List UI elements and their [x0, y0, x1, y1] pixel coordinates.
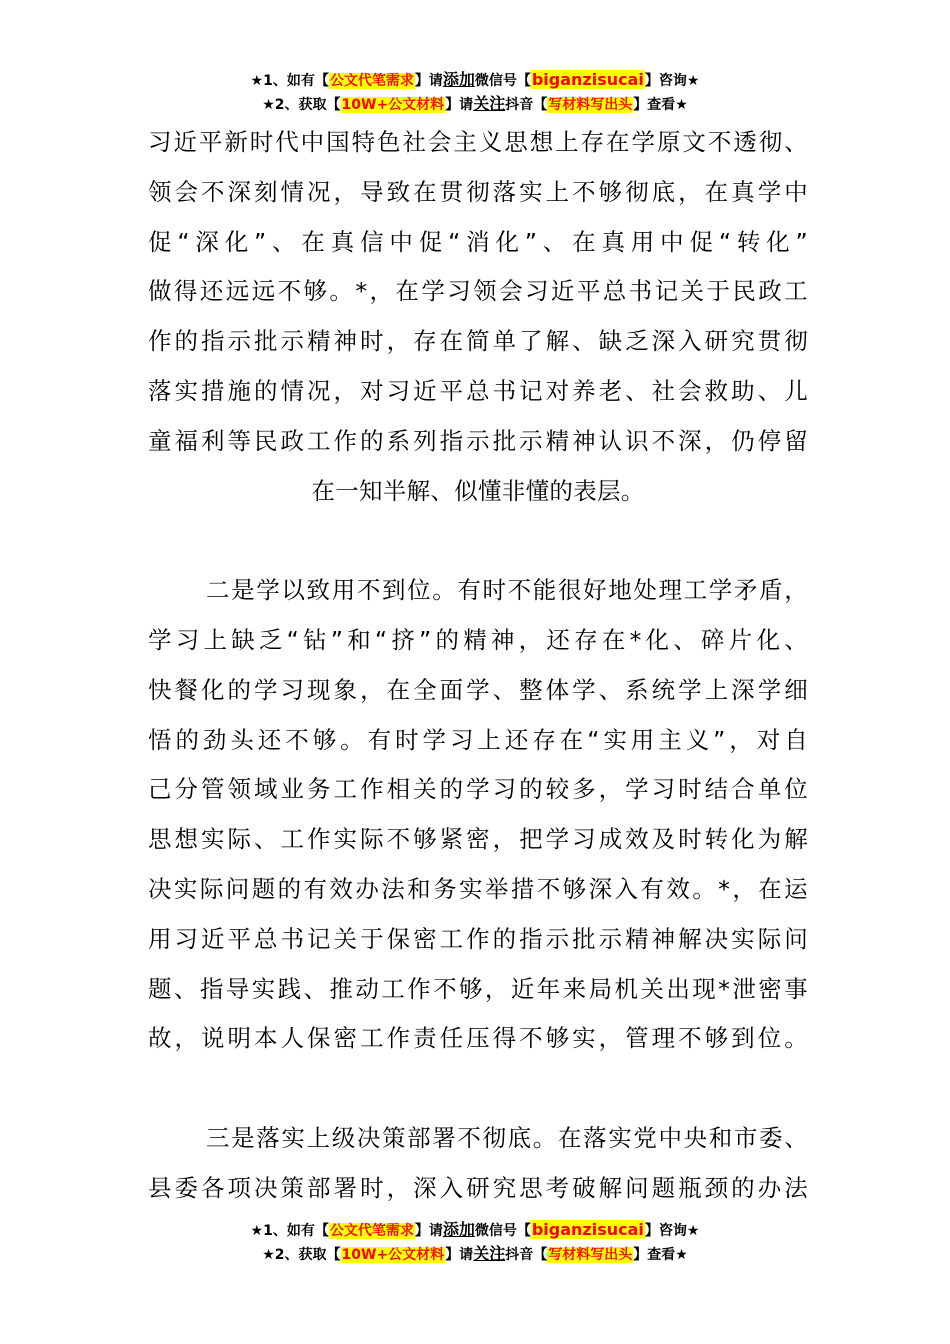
text-line: 二是学以致用不到位。有时不能很好地处理工学矛盾，	[206, 576, 808, 605]
text-line: 学习上缺乏“钻”和“挤”的精神，还存在*化、碎片化、	[148, 625, 808, 654]
banner-text: 微信号【	[474, 1223, 531, 1239]
banner-text: 微信号【	[474, 73, 531, 89]
banner-text: ★2、获取【	[262, 1247, 341, 1263]
banner-line-1	[0, 1218, 950, 1242]
banner-underlined-text: 关注	[473, 1244, 506, 1263]
banner-text: ★1、如有【	[250, 1223, 329, 1239]
banner-underlined-text: 关注	[473, 94, 506, 113]
text-line: 县委各项决策部署时，深入研究思考破解问题瓶颈的办法	[148, 1173, 808, 1202]
paragraph-3	[148, 1114, 808, 1214]
highlight-douyin: 写材料写出头	[548, 1247, 633, 1263]
banner-text: 】请	[445, 97, 474, 113]
text-line: 领会不深刻情况，导致在贯彻落实上不够彻底，在真学中	[148, 177, 808, 206]
text-line: 用习近平总书记关于保密工作的指示批示精神解决实际问	[148, 924, 808, 953]
paragraph-1	[148, 118, 808, 516]
text-line: 快餐化的学习现象，在全面学、整体学、系统学上深学细	[148, 675, 808, 704]
banner-text: 】请	[414, 1223, 443, 1239]
highlight-materials: 10W+公文材料	[341, 97, 445, 113]
highlight-wechat-id: biganzisucai	[531, 1220, 644, 1239]
banner-underlined-text: 添加	[442, 70, 475, 89]
top-banner	[0, 68, 950, 116]
text-line: 促“深化”、在真信中促“消化”、在真用中促“转化”	[148, 227, 808, 256]
text-line: 己分管领域业务工作相关的学习的较多，学习时结合单位	[148, 775, 808, 804]
highlight-ghostwriting: 公文代笔需求	[329, 73, 414, 89]
banner-text: 】请	[445, 1247, 474, 1263]
banner-text: 】请	[414, 73, 443, 89]
banner-text: 】查看★	[633, 97, 688, 113]
text-line: 童福利等民政工作的系列指示批示精神认识不深，仍停留	[148, 426, 808, 455]
paragraph-gap	[148, 516, 808, 566]
banner-text: 】咨询★	[644, 73, 700, 89]
text-line: 三是落实上级决策部署不彻底。在落实党中央和市委、	[206, 1123, 808, 1152]
banner-line-2	[0, 1242, 950, 1266]
text-line: 故，说明本人保密工作责任压得不够实，管理不够到位。	[148, 1024, 808, 1053]
highlight-materials: 10W+公文材料	[341, 1247, 445, 1263]
bottom-banner	[0, 1218, 950, 1266]
highlight-wechat-id: biganzisucai	[531, 70, 644, 89]
text-line: 思想实际、工作实际不够紧密，把学习成效及时转化为解	[148, 825, 808, 854]
text-line: 悟的劲头还不够。有时学习上还存在“实用主义”，对自	[148, 725, 808, 754]
banner-line-2	[0, 92, 950, 116]
text-line: 习近平新时代中国特色社会主义思想上存在学原文不透彻、	[148, 128, 808, 156]
text-line: 作的指示批示精神时，存在简单了解、缺乏深入研究贯彻	[148, 327, 808, 356]
banner-text: 抖音【	[505, 97, 548, 113]
banner-text: ★1、如有【	[250, 73, 329, 89]
text-line: 决实际问题的有效办法和务实举措不够深入有效。*，在运	[148, 874, 808, 903]
paragraph-gap	[148, 1064, 808, 1114]
banner-line-1	[0, 68, 950, 92]
text-line: 题、指导实践、推动工作不够，近年来局机关出现*泄密事	[148, 974, 808, 1003]
highlight-douyin: 写材料写出头	[548, 97, 633, 113]
banner-underlined-text: 添加	[442, 1220, 475, 1239]
document-body	[148, 118, 808, 1214]
text-line: 落实措施的情况，对习近平总书记对养老、社会救助、儿	[148, 376, 808, 405]
highlight-ghostwriting: 公文代笔需求	[329, 1223, 414, 1239]
paragraph-2	[148, 566, 808, 1064]
text-line: 在一知半解、似懂非懂的表层。	[311, 476, 645, 505]
banner-text: ★2、获取【	[262, 97, 341, 113]
text-line: 做得还远远不够。*，在学习领会习近平总书记关于民政工	[148, 277, 808, 306]
banner-text: 】咨询★	[644, 1223, 700, 1239]
banner-text: 】查看★	[633, 1247, 688, 1263]
banner-text: 抖音【	[505, 1247, 548, 1263]
